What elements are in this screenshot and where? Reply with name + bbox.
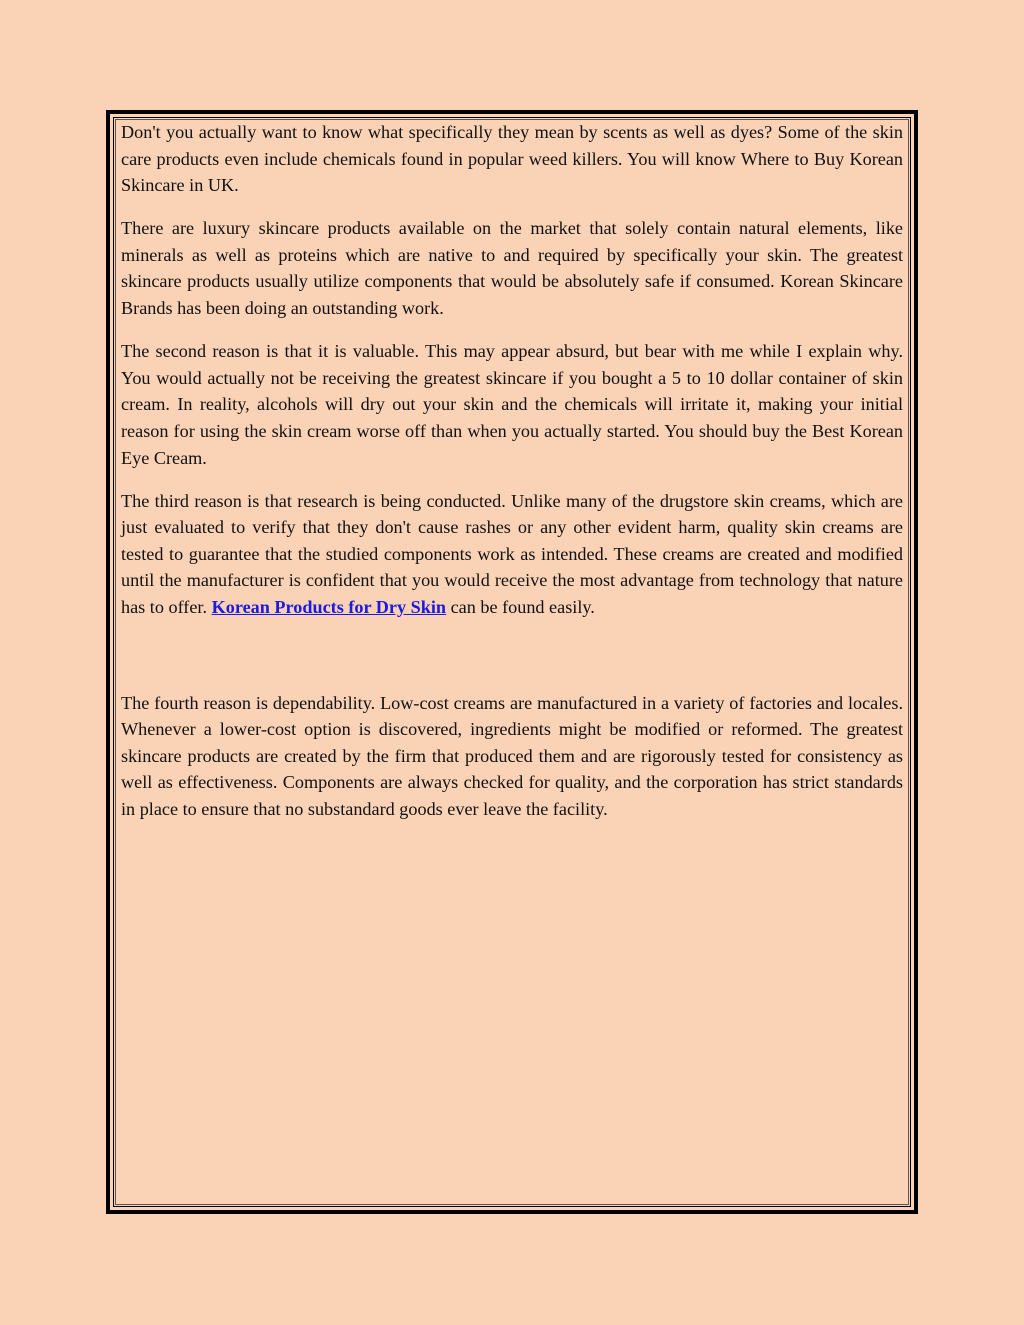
paragraph-3: The second reason is that it is valuable. This may appear absurd, but bear with me while I explain why. You would actually not be receiving the greatest skincare if you bought a 5 to 10 dollar container of skin cream. In reality, alcohols will dry out your skin and the chemicals will irritate it, making your initial reason for using the skin cream worse off than when you actually started. You should buy the Best Korean Eye Cream. xyxy=(121,341,903,468)
paragraph-4 xyxy=(121,488,903,621)
paragraph-1: Don't you actually want to know what specifically they mean by scents as well as dyes? Some of the skin care products even include chemicals found in popular weed killers. You will know Where to Buy Korean Skincare in UK. xyxy=(121,122,903,196)
korean-products-dry-skin-link[interactable]: Korean Products for Dry Skin xyxy=(211,597,447,617)
paragraph-4-before-link: The third reason is that research is being conducted. Unlike many of the drugstore skin creams, which are just evaluated to verify that they don't cause rashes or any other evident harm, quality skin creams are tested to guarantee that the studied components work as intended. These creams are created and modified until the manufacturer is confident that you would receive the most advantage from technology that nature has to offer. xyxy=(121,490,903,617)
paragraph-2: There are luxury skincare products available on the market that solely contain natural elements, like minerals as well as proteins which are native to and required by specifically your skin. The greatest skincare products usually utilize components that would be absolutely safe if consumed. Korean Skincare Brands has been doing an outstanding work. xyxy=(121,218,903,319)
paragraph-4-after-link: can be found easily. xyxy=(446,597,595,617)
document-body xyxy=(121,119,903,839)
paragraph-5: The fourth reason is dependability. Low-cost creams are manufactured in a variety of factories and locales. Whenever a lower-cost option is discovered, ingredients might be modified or reformed. The greatest skincare products are created by the firm that produced them and are rigorously tested for consistency as well as effectiveness. Components are always checked for quality, and the corporation has strict standards in place to ensure that no substandard goods ever leave the facility. xyxy=(121,692,903,819)
